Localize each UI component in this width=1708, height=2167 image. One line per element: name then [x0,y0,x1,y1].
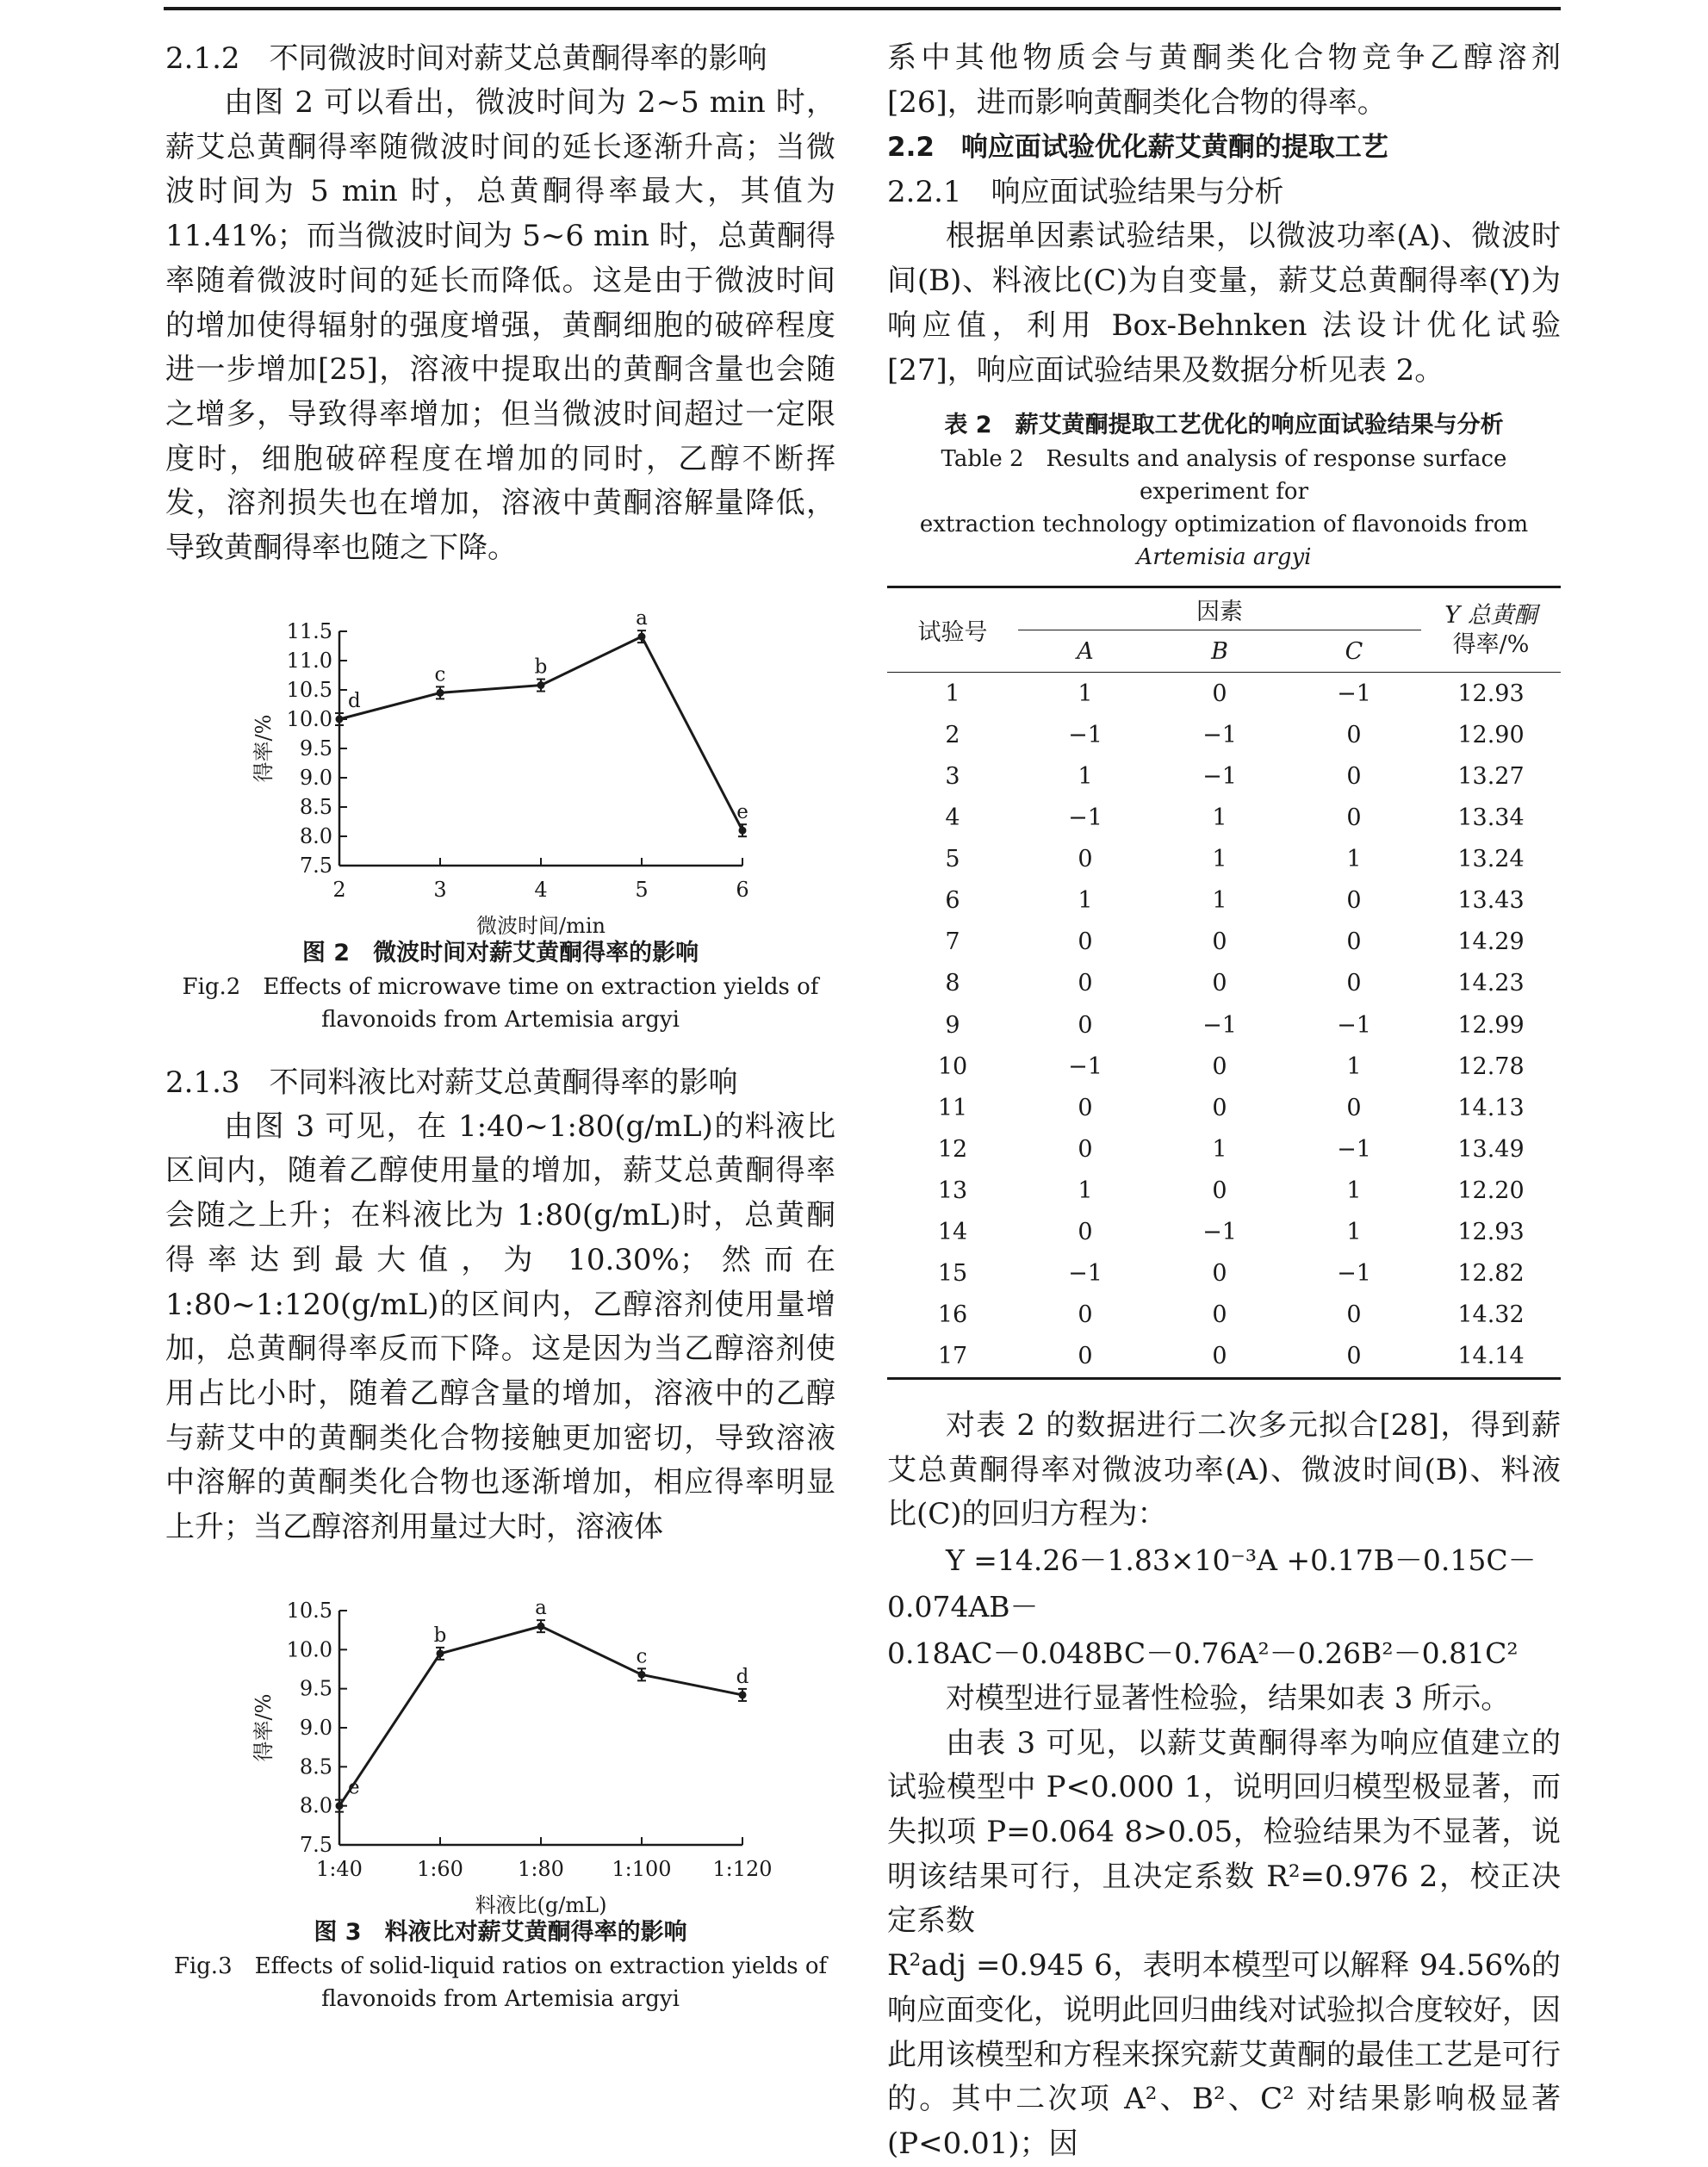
fig3-data-point [537,1622,545,1630]
cell-a: 0 [1078,1094,1093,1121]
table-2-caption-cn: 表 2 薪艾黄酮提取工艺优化的响应面试验结果与分析 [944,412,1504,439]
fig3-y-tick-label: 9.5 [299,1676,332,1701]
figure-2 [165,605,835,1036]
fig3-series-line [339,1626,742,1806]
cell-y: 14.13 [1457,1094,1525,1121]
fig2-x-tick-label: 4 [534,877,548,902]
cell-run: 16 [937,1301,968,1329]
cell-run: 11 [937,1094,968,1121]
cell-a: −1 [1068,804,1102,832]
table-row [887,1253,1561,1295]
cell-c: 0 [1346,928,1362,956]
section-2-1-3-paragraph: 由图 3 可见，在 1:40~1:80(g/mL)的料液比区间内，随着乙醇使用量的增加，薪艾总黄酮得率会随之上升；在料液比为 1:80(g/mL)时，总黄酮得率达到最大值，为 10.30%；然而在 1:80~1:120(g/mL)的区间内，乙醇溶剂使用量增加，总黄酮得率反而下降。这是因为当乙醇溶剂使用占比小时，随着乙醇含量的增加，溶液中的乙醇与薪艾中的黄酮类化合物接触更加密切，导致溶液中溶解的黄酮类化合物也逐渐增加，相应得率明显上升；当乙醇溶剂用量过大时，溶液体 [165,1108,835,1545]
cell-y: 12.93 [1457,680,1525,707]
cell-run: 4 [945,804,960,832]
fig2-data-point [336,715,344,723]
fig3-y-tick-label: 9.0 [299,1715,332,1740]
table-row [887,714,1561,755]
cell-b: 0 [1212,680,1227,707]
cell-c: −1 [1337,1260,1371,1288]
table-row [887,1170,1561,1211]
cell-b: 1 [1212,887,1227,915]
cell-a: 0 [1078,846,1093,873]
cell-b: 0 [1212,928,1227,956]
cell-run: 13 [937,1177,968,1204]
cell-a: 1 [1078,1177,1093,1204]
table-row [887,1004,1561,1046]
cell-c: 1 [1346,1218,1362,1245]
cell-a: 1 [1078,887,1093,915]
table-2-caption-en-line1: Table 2 Results and analysis of response surface experiment for [941,446,1507,506]
fig3-data-point [336,1802,344,1810]
fig3-x-tick-label: 1:120 [712,1856,773,1881]
fig2-significance-letter: d [348,689,361,712]
fig3-significance-letter: c [636,1645,648,1668]
table-2-caption [887,408,1561,574]
cell-run: 3 [945,762,960,790]
figure-2-chart [165,605,835,941]
cell-run: 7 [945,928,960,956]
cell-b: 1 [1212,846,1227,873]
left-column [165,36,835,2015]
result-paragraph: 由表 3 可见，以薪艾黄酮得率为响应值建立的试验模型中 P<0.000 1，说明回归模型极显著，而失拟项 P=0.064 8>0.05，检验结果为不显著，说明该结果可行，且决定系数 R²=0.976 2，校正决定系数 [887,1725,1561,1939]
cell-a: 0 [1078,1135,1093,1163]
table-2-caption-en-line2: extraction technology optimization of flavonoids from [919,512,1529,538]
cell-a: 1 [1078,762,1093,790]
cell-c: 1 [1346,1177,1362,1204]
cell-c: 0 [1346,762,1362,790]
cell-y: 14.29 [1457,928,1525,956]
cell-run: 9 [945,1011,960,1039]
cell-b: −1 [1202,762,1237,790]
table-row [887,798,1561,839]
fig2-y-tick-label: 11.0 [286,648,332,673]
fig2-data-point [638,632,646,640]
cell-y: 13.34 [1457,804,1525,832]
table-header-row [887,587,1561,630]
cell-run: 8 [945,970,960,997]
header-y-line2: 得率/% [1452,630,1530,658]
table-row [887,839,1561,880]
cell-c: −1 [1337,680,1371,707]
cell-y: 13.43 [1457,887,1525,915]
table-row [887,673,1561,715]
fig3-data-point [638,1671,646,1679]
cell-run: 10 [937,1052,968,1080]
figure-3-caption-en-line1: Fig.3 Effects of solid-liquid ratios on extraction yields of [173,1953,828,1979]
section-2-1-3-title: 2.1.3 不同料液比对薪艾总黄酮得率的影响 [165,1065,738,1100]
cell-c: −1 [1337,1011,1371,1039]
continued-paragraph: 系中其他物质会与黄酮类化合物竞争乙醇溶剂[26]，进而影响黄酮类化合物的得率。 [887,40,1561,120]
fig2-x-tick-label: 3 [433,877,447,902]
cell-c: 0 [1287,1336,1421,1379]
header-c: C [1287,630,1421,673]
cell-run: 2 [945,721,960,748]
cell-run: 17 [887,1336,1018,1379]
cell-y: 12.20 [1457,1177,1525,1204]
cell-a: 0 [1018,1336,1152,1379]
cell-a: 1 [1078,680,1093,707]
fig3-y-tick-label: 10.5 [286,1598,332,1623]
cell-c: −1 [1337,1135,1371,1163]
fig2-y-tick-label: 8.0 [299,823,332,848]
cell-b: 0 [1212,1260,1227,1288]
cell-a: 0 [1078,1011,1093,1039]
fig2-significance-letter: b [534,655,548,679]
cell-b: 1 [1212,1135,1227,1163]
cell-c: 0 [1346,970,1362,997]
fig3-y-tick-label: 8.0 [299,1793,332,1818]
cell-c: 0 [1346,1301,1362,1329]
fig3-y-tick-label: 7.5 [299,1832,332,1857]
fig3-significance-letter: a [535,1596,547,1619]
figure-3 [165,1585,835,2015]
figure-3-caption-cn: 图 3 料液比对薪艾黄酮得率的影响 [314,1918,687,1946]
cell-a: 0 [1078,928,1093,956]
fig2-x-tick-label: 6 [736,877,749,902]
table-row [887,1295,1561,1336]
section-2-2-1-paragraph: 根据单因素试验结果，以微波功率(A)、微波时间(B)、料液比(C)为自变量，薪艾总黄酮得率(Y)为响应值，利用 Box-Behnken 法设计优化试验[27]，响应面试验结果及数据分析见表 2。 [887,219,1561,388]
fig3-x-tick-label: 1:100 [612,1856,672,1881]
fig3-significance-letter: e [348,1776,360,1799]
cell-run: 14 [937,1218,968,1245]
cell-run: 15 [937,1260,968,1288]
cell-b: 0 [1212,1177,1227,1204]
cell-a: −1 [1068,1052,1102,1080]
fig3-x-tick-label: 1:60 [417,1856,463,1881]
cell-c: 1 [1346,1052,1362,1080]
figure-3-chart [165,1585,835,1921]
fig2-significance-letter: a [636,606,648,630]
figure-2-caption-en-line2: flavonoids from Artemisia argyi [321,1006,680,1033]
table-row [887,880,1561,922]
section-2-1-2-title: 2.1.2 不同微波时间对薪艾总黄酮得率的影响 [165,41,767,76]
fig2-y-tick-label: 7.5 [299,853,332,878]
fig2-x-tick-label: 2 [332,877,346,902]
table-row [887,1336,1561,1379]
result-paragraph-continued: R²adj =0.945 6，表明本模型可以解释 94.56%的响应面变化，说明此回归曲线对试验拟合度较好，因此用该模型和方程来探究薪艾黄酮的最佳工艺是可行的。其中二次项 A²、B²、C² 对结果影响极显著(P<0.01)；因 [887,1948,1561,2161]
figure-2-caption-en-line1: Fig.2 Effects of microwave time on extraction yields of [182,973,819,1000]
section-2-1-2-paragraph: 由图 2 可以看出，微波时间为 2~5 min 时，薪艾总黄酮得率随微波时间的延长逐渐升高；当微波时间为 5 min 时，总黄酮得率最大，其值为 11.41%；而当微波时间为 5~6 min 时，总黄酮得率随着微波时间的延长而降低。这是由于微波时间的增加使得辐射的强度增强，黄酮细胞的破碎程度进一步增加[25]，溶液中提取出的黄酮含量也会随之增多，导致得率增加；但当微波时间超过一定限度时，细胞破碎程度在增加的同时，乙醇不断挥发，溶剂损失也在增加，溶液中黄酮溶解量降低，导致黄酮得率也随之下降。 [165,85,835,566]
cell-a: 0 [1078,1218,1093,1245]
fig2-data-point [537,681,545,689]
model-test-paragraph: 对模型进行显著性检验，结果如表 3 所示。 [946,1680,1511,1716]
cell-y: 12.82 [1457,1260,1525,1288]
header-y [1421,587,1561,673]
cell-b: 0 [1212,1301,1227,1329]
fig2-y-tick-label: 9.5 [299,736,332,761]
cell-b: 0 [1212,1052,1227,1080]
cell-b: 0 [1152,1336,1287,1379]
fig2-y-tick-label: 8.5 [299,794,332,819]
header-b: B [1152,630,1287,673]
cell-y: 13.24 [1457,846,1525,873]
cell-y: 14.23 [1457,970,1525,997]
header-rule [164,7,1561,10]
cell-y: 14.32 [1457,1301,1525,1329]
regression-equation-line1: Y =14.26－1.83×10⁻³A +0.17B－0.15C－0.074AB－ [887,1543,1537,1624]
fig2-y-tick-label: 10.5 [286,677,332,702]
fig3-significance-letter: d [736,1665,749,1688]
cell-y: 12.90 [1457,721,1525,748]
section-2-2-1-title: 2.2.1 响应面试验结果与分析 [887,175,1284,210]
cell-b: −1 [1202,721,1237,748]
header-factor: 因素 [1018,587,1421,630]
cell-a: 0 [1078,1301,1093,1329]
table-row [887,922,1561,963]
fig2-significance-letter: e [736,800,748,823]
figure-2-caption-cn: 图 2 微波时间对薪艾黄酮得率的影响 [301,939,699,966]
cell-run: 12 [937,1135,968,1163]
cell-y: 13.27 [1457,762,1525,790]
table-row [887,963,1561,1004]
fig3-significance-letter: b [433,1624,447,1647]
fig2-x-axis-label: 微波时间/min [476,913,606,938]
cell-y: 12.78 [1457,1052,1525,1080]
cell-y: 12.93 [1457,1218,1525,1245]
table-2-body [887,673,1561,1379]
cell-c: 1 [1346,846,1362,873]
right-column [887,36,1561,2167]
cell-run: 1 [945,680,960,707]
header-a: A [1018,630,1152,673]
cell-b: 0 [1212,1094,1227,1121]
fig3-data-point [739,1691,747,1698]
fig2-data-point [437,689,444,697]
fig3-data-point [437,1649,444,1657]
cell-a: 0 [1078,970,1093,997]
cell-c: 0 [1346,804,1362,832]
cell-y: 12.99 [1457,1011,1525,1039]
fig3-y-axis-label: 得率/% [252,1693,276,1762]
table-row [887,1128,1561,1170]
fig3-x-axis-label: 料液比(g/mL) [475,1892,607,1917]
cell-a: −1 [1068,721,1102,748]
cell-b: −1 [1202,1218,1237,1245]
fig3-y-tick-label: 10.0 [286,1637,332,1662]
fig2-significance-letter: c [434,663,446,686]
cell-y: 13.49 [1457,1135,1525,1163]
table-2-caption-en-line3: Artemisia argyi [1136,544,1312,571]
fig3-x-tick-label: 1:80 [518,1856,564,1881]
fig3-x-tick-label: 1:40 [316,1856,363,1881]
cell-y: 14.14 [1421,1336,1561,1379]
fig2-x-tick-label: 5 [635,877,649,902]
fig2-y-tick-label: 9.0 [299,765,332,790]
cell-c: 0 [1346,721,1362,748]
fig3-y-tick-label: 8.5 [299,1754,332,1779]
cell-b: −1 [1202,1011,1237,1039]
cell-c: 0 [1346,887,1362,915]
section-2-2-title: 2.2 响应面试验优化薪艾黄酮的提取工艺 [887,132,1388,164]
cell-a: −1 [1068,1260,1102,1288]
regression-equation-line2: 0.18AC－0.048BC－0.76A²－0.26B²－0.81C² [887,1636,1519,1670]
table-row [887,1087,1561,1128]
table-2 [887,586,1561,1380]
cell-b: 1 [1212,804,1227,832]
header-run: 试验号 [887,587,1018,673]
table-row [887,1046,1561,1087]
table-row [887,1211,1561,1252]
figure-3-caption-en-line2: flavonoids from Artemisia argyi [321,1985,680,2012]
fit-paragraph: 对表 2 的数据进行二次多元拟合[28]，得到薪艾总黄酮得率对微波功率(A)、微波时间(B)、料液比(C)的回归方程为： [887,1407,1561,1532]
fig2-data-point [739,826,747,834]
header-y-line1: Y 总黄酮 [1444,601,1537,629]
cell-c: 0 [1346,1094,1362,1121]
fig2-y-axis-label: 得率/% [252,714,276,783]
table-row [887,755,1561,797]
fig2-y-tick-label: 10.0 [286,706,332,731]
fig2-y-tick-label: 11.5 [286,618,332,643]
cell-run: 5 [945,846,960,873]
cell-b: 0 [1212,970,1227,997]
cell-run: 6 [945,887,960,915]
